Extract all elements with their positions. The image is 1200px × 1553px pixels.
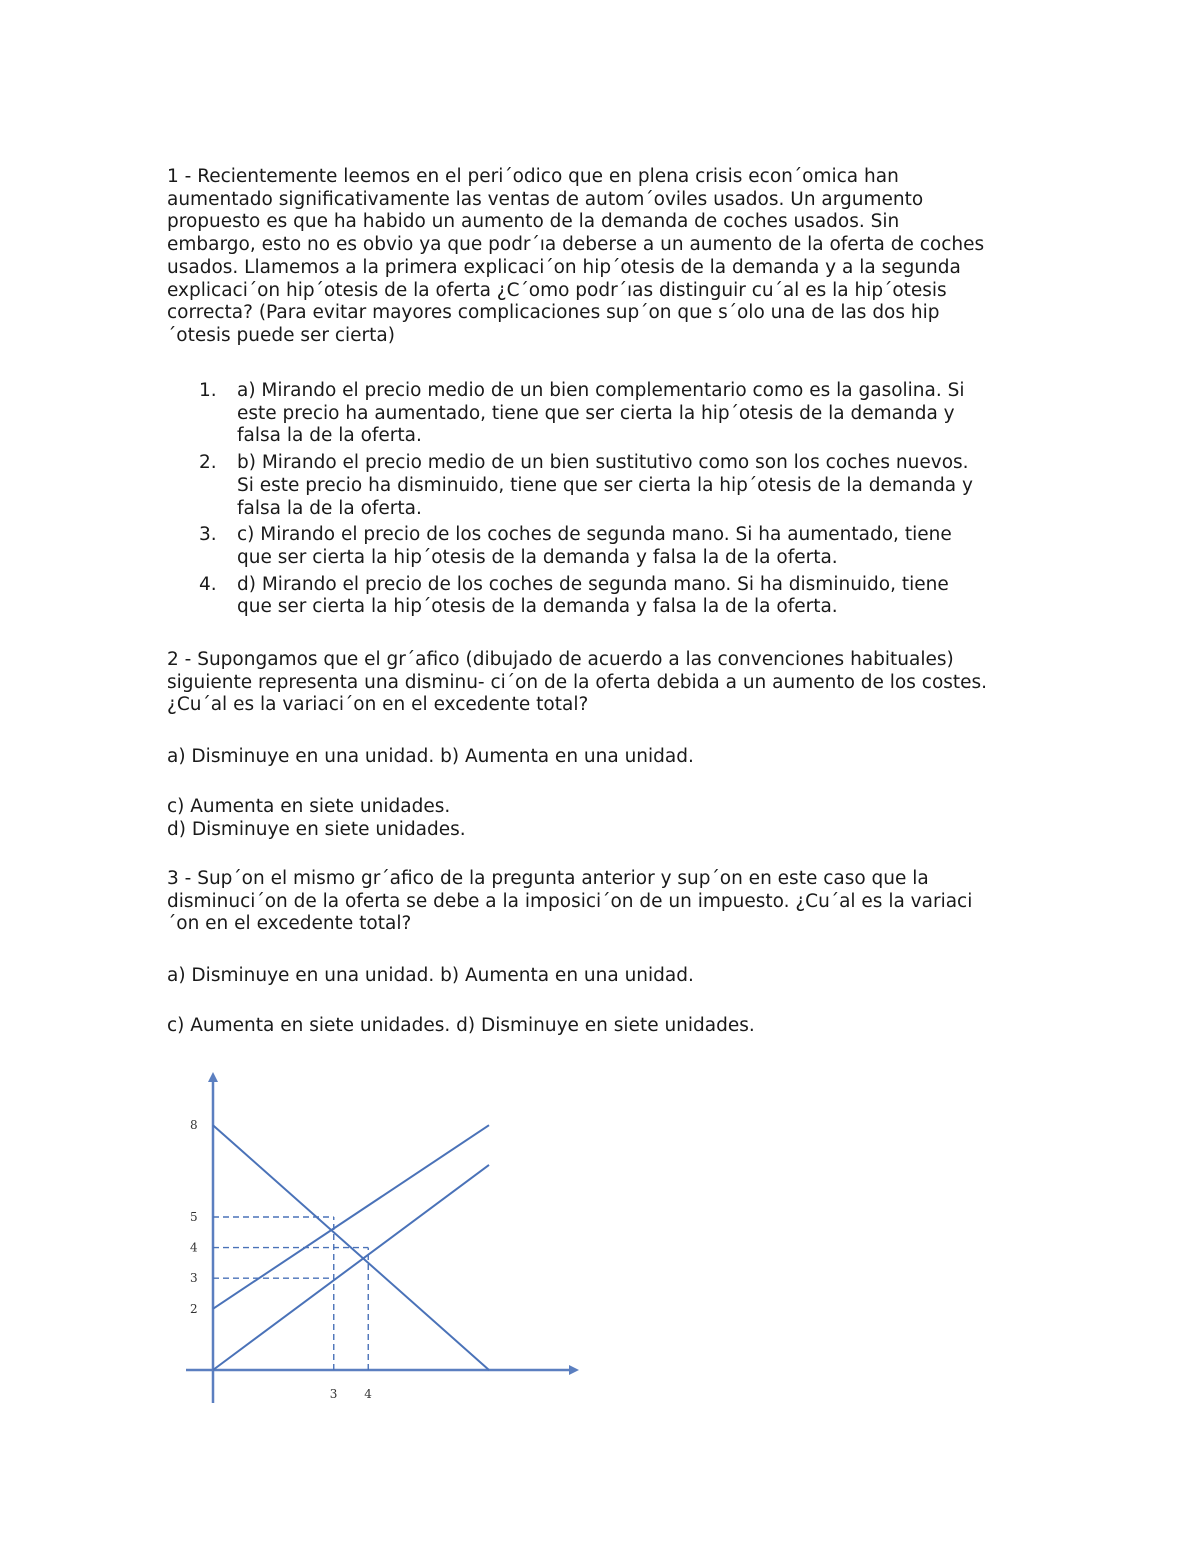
x-tick-label: 3 — [329, 1387, 338, 1401]
question-1-options — [199, 380, 1059, 623]
question-1-line: correcta? (Para evitar mayores complicaciones sup´on que s´olo una de las dos hip — [167, 302, 940, 324]
answer-line: c) Aumenta en siete unidades. d) Disminuye en siete unidades. — [167, 1015, 755, 1036]
question-2 — [167, 649, 1047, 717]
supply-demand-chart — [170, 1068, 590, 1413]
question-2-line: siguiente representa una disminu- ci´on de la oferta debida a un aumento de los costes. — [167, 671, 988, 693]
y-axis-arrow-icon — [208, 1072, 218, 1082]
option-line: falsa la de la oferta. — [237, 425, 422, 447]
y-tick-label: 8 — [190, 1118, 198, 1133]
option-item — [199, 380, 1059, 448]
option-line: a) Mirando el precio medio de un bien complementario como es la gasolina. Si — [237, 380, 965, 401]
option-number: 3. — [199, 524, 217, 546]
option-item — [199, 452, 1059, 520]
question-1-line: 1 - Recientemente leemos en el peri´odico que en plena crisis econ´omica han — [167, 166, 899, 187]
question-1-line: propuesto es que ha habido un aumento de la demanda de coches usados. Sin — [167, 211, 900, 233]
answer-line: d) Disminuye en siete unidades. — [167, 818, 466, 840]
question-3-line: disminuci´on de la oferta se debe a la imposici´on de un impuesto. ¿Cu´al es la variaci — [167, 890, 973, 912]
y-tick-label: 5 — [190, 1210, 198, 1224]
question-1-line: usados. Llamemos a la primera explicaci´on hip´otesis de la demanda y a la segunda — [167, 256, 961, 278]
x-tick-label: 4 — [364, 1387, 372, 1401]
option-line: b) Mirando el precio medio de un bien sustitutivo como son los coches nuevos. — [237, 452, 969, 474]
question-2-answer-ab — [167, 746, 1047, 769]
question-3-answer-cd — [167, 1015, 1047, 1038]
question-1 — [167, 166, 1047, 348]
option-number: 2. — [199, 452, 217, 474]
question-2-line: ¿Cu´al es la variaci´on en el excedente total? — [167, 694, 589, 716]
question-1-line: ´otesis puede ser cierta) — [167, 324, 395, 346]
question-3-answer-ab — [167, 965, 1047, 988]
option-number: 4. — [199, 573, 217, 595]
question-3-line: ´on en el excedente total? — [167, 913, 412, 935]
option-line: d) Mirando el precio de los coches de segunda mano. Si ha disminuido, tiene — [237, 573, 949, 595]
answer-line: a) Disminuye en una unidad. b) Aumenta en una unidad. — [167, 746, 694, 767]
question-1-line: embargo, esto no es obvio ya que podr´ıa deberse a un aumento de la oferta de coches — [167, 234, 985, 256]
option-line: que ser cierta la hip´otesis de la demanda y falsa la de la oferta. — [237, 546, 838, 568]
option-line: que ser cierta la hip´otesis de la demanda y falsa la de la oferta. — [237, 596, 838, 618]
question-2-answer-cd — [167, 796, 1047, 841]
question-3-line: 3 - Sup´on el mismo gr´afico de la pregunta anterior y sup´on en este caso que la — [167, 868, 929, 889]
y-tick-label: 2 — [190, 1301, 198, 1316]
question-1-line: aumentado significativamente las ventas de autom´oviles usados. Un argumento — [167, 188, 924, 210]
y-tick-label: 3 — [190, 1271, 198, 1286]
option-line: este precio ha aumentado, tiene que ser cierta la hip´otesis de la demanda y — [237, 402, 955, 424]
question-2-line: 2 - Supongamos que el gr´afico (dibujado de acuerdo a las convenciones habituales) — [167, 649, 954, 670]
answer-line: a) Disminuye en una unidad. b) Aumenta en una unidad. — [167, 965, 694, 986]
question-3 — [167, 868, 1047, 936]
option-item — [199, 524, 1059, 569]
option-line: c) Mirando el precio de los coches de segunda mano. Si ha aumentado, tiene — [237, 524, 952, 546]
x-axis-arrow-icon — [569, 1365, 579, 1375]
series-line-2 — [213, 1165, 489, 1370]
question-1-line: explicaci´on hip´otesis de la oferta ¿C´omo podr´ıas distinguir cu´al es la hip´otesis — [167, 279, 947, 301]
answer-line: c) Aumenta en siete unidades. — [167, 796, 451, 817]
option-item — [199, 574, 1059, 619]
option-line: Si este precio ha disminuido, tiene que ser cierta la hip´otesis de la demanda y — [237, 474, 973, 496]
option-number: 1. — [199, 380, 217, 401]
y-tick-label: 4 — [190, 1240, 198, 1255]
option-line: falsa la de la oferta. — [237, 497, 422, 519]
